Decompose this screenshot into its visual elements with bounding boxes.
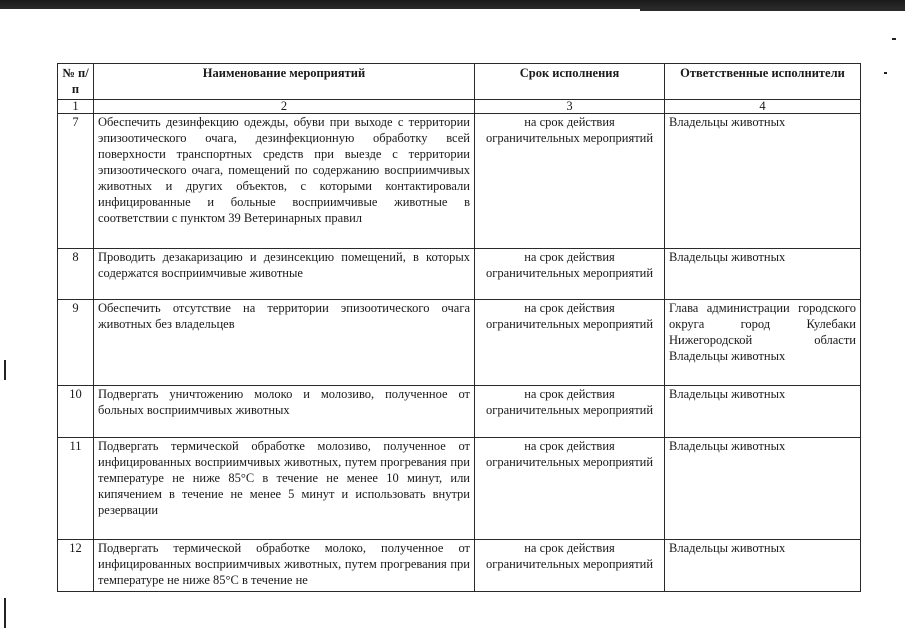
column-number-row [58, 100, 861, 114]
row-executors: Владельцы животных [665, 386, 861, 438]
row-action: Обеспечить отсутствие на территории эпизоотического очага животных без владельцев [94, 300, 475, 386]
table-row [58, 249, 861, 300]
scan-mark-right-dot [892, 38, 896, 40]
table-row [58, 300, 861, 386]
row-term: на срок действия ограничительных мероприятий [475, 438, 665, 540]
row-term: на срок действия ограничительных мероприятий [475, 300, 665, 386]
column-number: 3 [475, 100, 665, 114]
row-action: Проводить дезакаризацию и дезинсекцию помещений, в которых содержатся восприимчивые животные [94, 249, 475, 300]
row-executors: Владельцы животных [665, 540, 861, 592]
row-action: Подвергать уничтожению молоко и молозиво, полученное от больных восприимчивых животных [94, 386, 475, 438]
row-action: Обеспечить дезинфекцию одежды, обуви при выходе с территории эпизоотического очага, дезинфекционную обработку всей поверхности транспортных средств при выезде с территории эпизоотического очага, помещений по содержанию восприимчивых животных и других объектов, с которыми контактировали инфицированные и больные восприимчивые животные в соответствии с пунктом 39 Ветеринарных правил [94, 114, 475, 249]
scan-top-border [0, 0, 905, 9]
table-row [58, 540, 861, 592]
row-action: Подвергать термической обработке молоко, полученное от инфицированных восприимчивых животных, путем прогревания при температуре не ниже 85°С в течение не [94, 540, 475, 592]
header-row [58, 64, 861, 100]
scan-top-border-tail [640, 9, 905, 11]
row-number: 12 [58, 540, 94, 592]
scan-mark-left-lower [4, 598, 6, 628]
row-number: 11 [58, 438, 94, 540]
column-number: 2 [94, 100, 475, 114]
row-number: 10 [58, 386, 94, 438]
header-action: Наименование мероприятий [94, 64, 475, 100]
table-row [58, 386, 861, 438]
header-executors: Ответственные исполнители [665, 64, 861, 100]
row-executors [665, 300, 861, 386]
scan-mark-left-upper [4, 360, 6, 380]
row-term: на срок действия ограничительных мероприятий [475, 540, 665, 592]
row-term: на срок действия ограничительных мероприятий [475, 386, 665, 438]
column-number: 4 [665, 100, 861, 114]
scan-mark-right-dot-2 [884, 72, 887, 74]
header-number: № п/п [58, 64, 94, 100]
row-action: Подвергать термической обработке молозиво, полученное от инфицированных восприимчивых животных, путем прогревания при температуре не ниже 85°С в течение не менее 10 минут, или кипячением в течение не менее 5 минут и использовать внутри резервации [94, 438, 475, 540]
column-number: 1 [58, 100, 94, 114]
executors-head: Глава администрации городского округа город Кулебаки Нижегородской области [669, 301, 856, 347]
row-number: 7 [58, 114, 94, 249]
row-term: на срок действия ограничительных мероприятий [475, 249, 665, 300]
row-term: на срок действия ограничительных мероприятий [475, 114, 665, 249]
row-executors: Владельцы животных [665, 438, 861, 540]
row-number: 8 [58, 249, 94, 300]
row-executors: Владельцы животных [665, 114, 861, 249]
executors-extra: Владельцы животных [669, 349, 786, 363]
measures-table [57, 63, 861, 592]
row-number: 9 [58, 300, 94, 386]
row-executors: Владельцы животных [665, 249, 861, 300]
header-term: Срок исполнения [475, 64, 665, 100]
table-row [58, 114, 861, 249]
table-row [58, 438, 861, 540]
